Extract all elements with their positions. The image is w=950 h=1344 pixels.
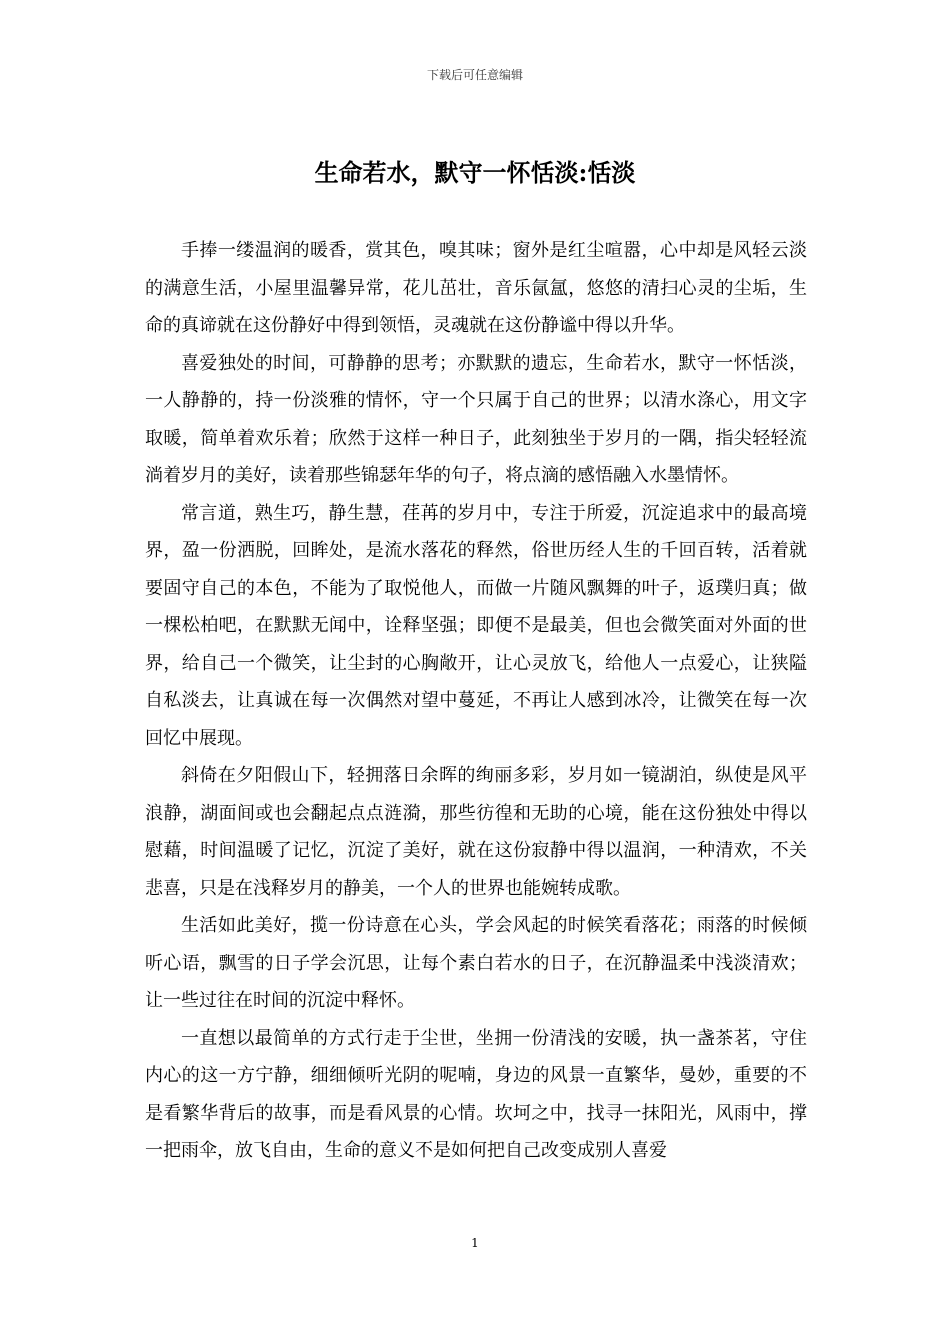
paragraph-2: 喜爱独处的时间，可静静的思考；亦默默的遗忘，生命若水，默守一怀恬淡，一人静静的，持一份淡雅的情怀，守一个只属于自己的世界；以清水涤心，用文字取暖，简单着欢乐着；欣然于这样一种日子，此刻独坐于岁月的一隅，指尖轻轻流淌着岁月的美好，读着那些锦瑟年华的句子，将点滴的感悟融入水墨情怀。 (145, 352, 807, 486)
paragraph-5: 生活如此美好，揽一份诗意在心头，学会风起的时候笑看落花；雨落的时候倾听心语，飘雪的日子学会沉思，让每个素白若水的日子，在沉静温柔中浅淡清欢；让一些过往在时间的沉淀中释怀。 (145, 915, 807, 1011)
page-number: 1 (471, 1236, 479, 1250)
paragraph-6: 一直想以最简单的方式行走于尘世，坐拥一份清浅的安暖，执一盏茶茗，守住内心的这一方宁静，细细倾听光阴的呢喃，身边的风景一直繁华，曼妙，重要的不是看繁华背后的故事，而是看风景的心情。坎坷之中，找寻一抹阳光，风雨中，撑一把雨伞，放飞自由，生命的意义不是如何把自己改变成别人喜爱 (145, 1027, 807, 1161)
header-note: 下载后可任意编辑 (426, 68, 523, 82)
paragraph-1: 手捧一缕温润的暖香，赏其色，嗅其味；窗外是红尘喧嚣，心中却是风轻云淡的满意生活，小屋里温馨异常，花儿茁壮，音乐氤氲，悠悠的清扫心灵的尘垢，生命的真谛就在这份静好中得到领悟，灵魂就在这份静谧中得以升华。 (145, 240, 807, 336)
article-body (145, 232, 807, 1170)
page-title: 生命若水，默守一怀恬淡:恬淡 (314, 158, 636, 187)
paragraph-3: 常言道，熟生巧，静生慧，荏苒的岁月中，专注于所爱，沉淀追求中的最高境界，盈一份洒脱，回眸处，是流水落花的释然，俗世历经人生的千回百转，活着就要固守自己的本色，不能为了取悦他人，而做一片随风飘舞的叶子，返璞归真；做一棵松柏吧，在默默无闻中，诠释坚强；即便不是最美，但也会微笑面对外面的世界，给自己一个微笑，让尘封的心胸敞开，让心灵放飞，给他人一点爱心，让狭隘自私淡去，让真诚在每一次偶然对望中蔓延，不再让人感到冰冷，让微笑在每一次回忆中展现。 (145, 502, 807, 749)
paragraph-4: 斜倚在夕阳假山下，轻拥落日余晖的绚丽多彩，岁月如一镜湖泊，纵使是风平浪静，湖面间或也会翻起点点涟漪，那些彷徨和无助的心境，能在这份独处中得以慰藉，时间温暖了记忆，沉淀了美好，就在这份寂静中得以温润，一种清欢，不关悲喜，只是在浅释岁月的静美，一个人的世界也能婉转成歌。 (145, 765, 807, 899)
